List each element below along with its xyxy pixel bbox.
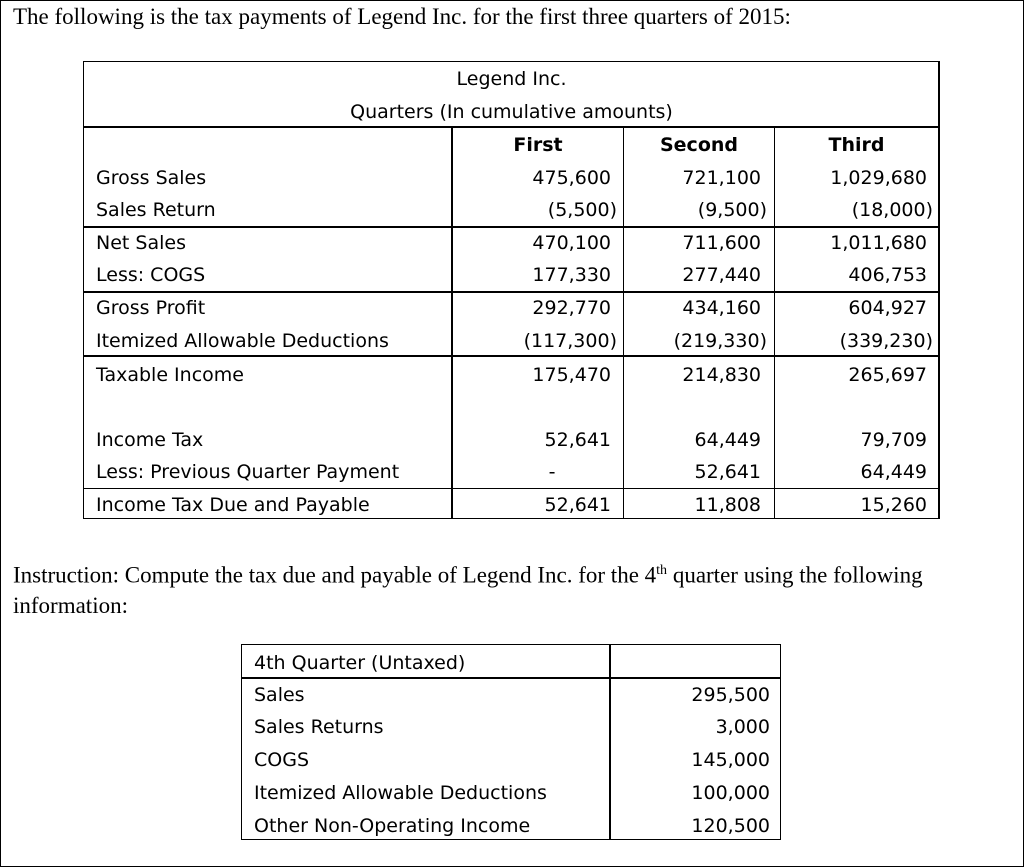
value-first: 175,470 [532,364,611,386]
value-second: 64,449 [694,429,761,451]
value-third: (339,230) [839,330,933,352]
value-third: 406,753 [848,264,927,286]
value-second: (9,500) [697,199,767,221]
row-label: Gross Profit [96,297,206,319]
value-first: - [548,461,556,483]
row-label: Itemized Allowable Deductions [254,782,547,804]
table2-bottom-border [241,839,781,840]
value-third: 79,709 [860,429,927,451]
row-label: COGS [254,749,310,771]
row-value: 145,000 [691,749,770,771]
value-second: 711,600 [682,232,761,254]
value-second: 721,100 [682,167,761,189]
row-label: Less: Previous Quarter Payment [96,461,400,483]
instruction-superscript: th [656,563,668,578]
value-second: 434,160 [682,297,761,319]
value-third: 64,449 [860,461,927,483]
value-first: 52,641 [544,494,611,516]
column-header-second: Second [659,134,738,156]
instruction-part: quarter using the following information: [13,562,923,618]
value-second: 11,808 [694,494,761,516]
value-second: 214,830 [682,364,761,386]
table1-top-border [83,61,940,62]
value-first: (5,500) [547,199,617,221]
value-third: 604,927 [848,297,927,319]
row-label: Taxable Income [96,364,244,386]
row-value: 295,500 [691,684,770,706]
table1-group-divider [83,226,940,228]
table2-right-border [780,644,781,840]
table2-header: 4th Quarter (Untaxed) [254,652,466,674]
row-label: Gross Sales [96,167,207,189]
value-first: (117,300) [523,330,617,352]
table2-left-border [241,644,242,840]
value-first: 475,600 [532,167,611,189]
table1-group-divider [83,488,940,489]
column-header-third: Third [828,134,885,156]
row-label: Other Non-Operating Income [254,815,531,837]
table1-title-divider [83,126,940,128]
table1-subtitle: Quarters (In cumulative amounts) [350,101,673,123]
table1-right-border [938,61,940,519]
value-third: 15,260 [860,494,927,516]
row-label: Net Sales [96,232,186,254]
table1-group-divider [83,291,940,293]
row-label: Sales [254,684,305,706]
table1-left-border [83,61,84,519]
instruction-text [13,556,1008,621]
value-first: 52,641 [544,429,611,451]
table1-bottom-border [83,518,940,519]
row-label: Itemized Allowable Deductions [96,330,389,352]
value-first: 177,330 [532,264,611,286]
instruction-part: Instruction: Compute the tax due and payable of Legend Inc. for the 4 [13,562,657,588]
row-label: Income Tax [96,429,204,451]
table1-title: Legend Inc. [456,68,567,90]
row-value: 100,000 [691,782,770,804]
row-label: Income Tax Due and Payable [96,494,370,516]
value-third: 1,029,680 [830,167,927,189]
row-label: Sales Return [96,199,216,221]
value-third: 1,011,680 [830,232,927,254]
value-third: (18,000) [851,199,933,221]
value-first: 292,770 [532,297,611,319]
value-second: (219,330) [673,330,767,352]
table2-col-divider [609,644,611,840]
table2-header-divider [241,677,781,679]
value-second: 277,440 [682,264,761,286]
row-label: Less: COGS [96,264,206,286]
value-second: 52,641 [694,461,761,483]
row-value: 120,500 [691,815,770,837]
table2-top-border [241,644,781,645]
table1-group-divider [83,355,940,357]
row-label: Sales Returns [254,716,384,738]
value-first: 470,100 [532,232,611,254]
column-header-first: First [513,134,563,156]
value-third: 265,697 [848,364,927,386]
intro-text: The following is the tax payments of Legend Inc. for the first three quarters of 2015: [13,4,791,29]
row-value: 3,000 [715,716,770,738]
